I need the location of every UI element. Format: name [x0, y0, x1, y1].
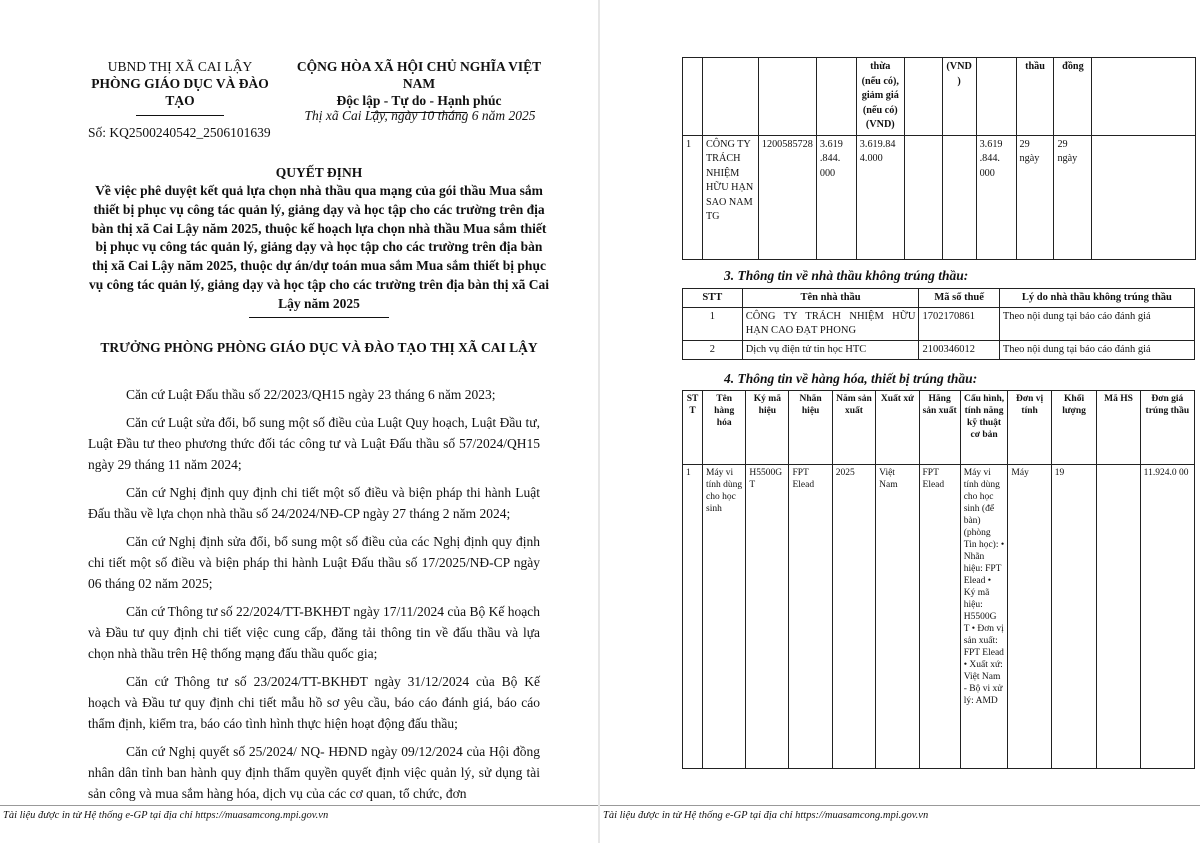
- table-header-row: [683, 58, 1196, 136]
- cell-contract-time: 29 ngày: [1054, 135, 1092, 259]
- basis-paragraph: Căn cứ Nghị định quy định chi tiết một số điều và biện pháp thi hành Luật Đấu thầu về lựa chọn nhà thầu số 24/2024/NĐ-CP ngày 27 tháng 2 năm 2024;: [88, 484, 540, 522]
- document-title: QUYẾT ĐỊNH: [275, 165, 363, 180]
- document-subtitle: [88, 182, 550, 318]
- header-cell: Cấu hình, tính năng kỹ thuật cơ bản: [960, 391, 1008, 465]
- header-cell: Lý do nhà thầu không trúng thầu: [999, 289, 1194, 308]
- winning-bidder-table: [682, 57, 1196, 260]
- header-cell: Tên nhà thầu: [742, 289, 919, 308]
- cell-unit-price: 11.924.0 00: [1140, 465, 1194, 769]
- section-3-title: 3. Thông tin về nhà thầu không trúng thầu:: [724, 268, 969, 283]
- cell-tax-code: 1200585728: [758, 135, 816, 259]
- table-row: [683, 308, 1195, 341]
- header-cell: Đơn giá trúng thầu: [1140, 391, 1194, 465]
- cell-reason: Theo nội dung tại báo cáo đánh giá: [999, 341, 1194, 360]
- header-cell: đồng: [1054, 58, 1092, 136]
- cell-maker: FPT Elead: [919, 465, 960, 769]
- table-header-row: [683, 391, 1195, 465]
- header-cell: Xuất xứ: [876, 391, 919, 465]
- basis-paragraph: Căn cứ Thông tư số 23/2024/TT-BKHĐT ngày 31/12/2024 của Bộ Kế hoạch và Đầu tư quy định chi tiết mẫu hồ sơ yêu cầu, báo cáo đánh giá, báo cáo thẩm định, kiểm tra, báo cáo tình hình thực hiện hoạt động đấu thầu;: [88, 673, 540, 732]
- place-date: Thị xã Cai Lậy, ngày 10 tháng 6 năm 2025: [304, 108, 536, 123]
- header-cell: Hãng sản xuất: [919, 391, 960, 465]
- header-cell: ST T: [683, 391, 703, 465]
- cell-after-discount: 3.619.84 4.000: [856, 135, 904, 259]
- header-cell: [816, 58, 856, 136]
- national-motto: [288, 58, 550, 113]
- header-cell: thừa (nếu có), giảm giá (nếu có) (VND): [856, 58, 904, 136]
- subtitle-underline: [249, 317, 389, 318]
- cell-empty: [1092, 135, 1196, 259]
- basis-paragraph: Căn cứ Nghị quyết số 25/2024/ NQ- HĐND ngày 09/12/2024 của Hội đồng nhân dân tỉnh ban hành quy định thẩm quyền quyết định việc quản lý, sử dụng tài sản công và mua sắm hàng hóa, dịch vụ của các cơ quan, tổ chức, đơn: [88, 744, 540, 802]
- header-cell: Mã HS: [1097, 391, 1140, 465]
- table-row: [683, 135, 1196, 259]
- header-cell: Mã số thuế: [919, 289, 999, 308]
- cell-bidder-name: Dịch vụ điện tử tin học HTC: [742, 341, 919, 360]
- motto-line-2: Độc lập - Tự do - Hạnh phúc: [336, 93, 502, 108]
- header-cell: [976, 58, 1016, 136]
- cell-quantity: 19: [1051, 465, 1097, 769]
- header-cell: Tên hàng hóa: [703, 391, 746, 465]
- cell-stt: 1: [683, 308, 743, 341]
- agency-line-1: UBND THỊ XÃ CAI LẬY: [107, 59, 253, 74]
- header-cell: [1092, 58, 1196, 136]
- cell-final-price: 3.619 .844. 000: [976, 135, 1016, 259]
- basis-paragraph: Căn cứ Luật sửa đổi, bổ sung một số điều của Luật Quy hoạch, Luật Đầu tư, Luật Đầu tư theo phương thức đối tác công tư và Luật Đấu thầu số 57/2024/QH15 ngày 29 tháng 11 năm 2024;: [88, 414, 540, 473]
- cell-stt: 1: [683, 135, 703, 259]
- cell-config: Máy vi tính dùng cho học sinh (để bàn) (phòng Tin học): • Nhãn hiệu: FPT Elead • Ký mã hiệu: H5500G T • Đơn vị sản xuất: FPT Elead • Xuất xứ: Việt Nam - Bộ vi xử lý: AMD: [960, 465, 1008, 769]
- agency-underline: [136, 115, 224, 116]
- legal-basis: [88, 384, 540, 811]
- cell-tax-code: 2100346012: [919, 341, 999, 360]
- basis-paragraph: Căn cứ Thông tư số 22/2024/TT-BKHĐT ngày 17/11/2024 của Bộ Kế hoạch và Đầu tư quy định chi tiết việc cung cấp, đăng tải thông tin về đấu thầu và lựa chọn nhà thầu trên Hệ thống mạng đấu thầu quốc gia;: [88, 603, 540, 662]
- header-cell: [904, 58, 942, 136]
- header-cell: Khối lượng: [1051, 391, 1097, 465]
- header-cell: Nhãn hiệu: [789, 391, 832, 465]
- cell-bidder-name: CÔNG TY TRÁCH NHIỆM HỮU HẠN CAO ĐẠT PHONG: [742, 308, 919, 341]
- cell-year: 2025: [832, 465, 875, 769]
- header-cell: thầu: [1016, 58, 1054, 136]
- header-cell: STT: [683, 289, 743, 308]
- goods-table: [682, 390, 1195, 769]
- issuing-agency: [80, 58, 280, 116]
- cell-model: H5500G T: [746, 465, 789, 769]
- header-cell: Ký mã hiệu: [746, 391, 789, 465]
- agency-line-2: PHÒNG GIÁO DỤC VÀ ĐÀO TẠO: [91, 76, 269, 108]
- header-cell: [683, 58, 703, 136]
- cell-unit: Máy: [1008, 465, 1051, 769]
- header-cell: [758, 58, 816, 136]
- cell-stt: 2: [683, 341, 743, 360]
- left-page: [0, 0, 598, 843]
- authority-heading: TRƯỞNG PHÒNG PHÒNG GIÁO DỤC VÀ ĐÀO TẠO THỊ XÃ CAI LẬY: [100, 340, 538, 355]
- header-cell: [702, 58, 758, 136]
- table-header-row: [683, 289, 1195, 308]
- cell-hs-code: [1097, 465, 1140, 769]
- losing-bidders-table: [682, 288, 1195, 360]
- cell-reason: Theo nội dung tại báo cáo đánh giá: [999, 308, 1194, 341]
- cell-bidder-name: CÔNG TY TRÁCH NHIỆM HỮU HẠN SAO NAM TG: [702, 135, 758, 259]
- cell-bid-price: 3.619 .844. 000: [816, 135, 856, 259]
- cell-empty: [904, 135, 942, 259]
- cell-validity: 29 ngày: [1016, 135, 1054, 259]
- table-row: [683, 465, 1195, 769]
- header-cell: Đơn vị tính: [1008, 391, 1051, 465]
- cell-stt: 1: [683, 465, 703, 769]
- subtitle-text: Về việc phê duyệt kết quả lựa chọn nhà thầu qua mạng của gói thầu Mua sắm thiết bị phục vụ công tác quản lý, giảng dạy và học tập cho các trường trên địa bàn thị xã Cai Lậy năm 2025, thuộc kế hoạch lựa chọn nhà thầu Mua sắm thiết bị phục vụ công tác quản lý, giảng dạy và học tập cho các trường trên địa bàn thị xã Cai Lậy năm 2025, thuộc dự án/dự toán mua sắm Mua sắm thiết bị phục vụ công tác quản lý, giảng dạy và học tập cho các trường trên địa bàn thị xã Cai Lậy năm 2025: [89, 183, 549, 311]
- basis-paragraph: Căn cứ Nghị định sửa đổi, bổ sung một số điều của các Nghị định quy định chi tiết một số điều và biện pháp thi hành Luật Đấu thầu số 17/2025/NĐ-CP ngày 06 tháng 02 năm 2025;: [88, 533, 540, 592]
- page-footer: Tài liệu được in từ Hệ thống e-GP tại địa chỉ https://muasamcong.mpi.gov.vn: [0, 805, 598, 821]
- cell-brand: FPT Elead: [789, 465, 832, 769]
- header-cell: Năm sản xuất: [832, 391, 875, 465]
- cell-empty: [942, 135, 976, 259]
- header-cell: (VND ): [942, 58, 976, 136]
- right-page: [600, 0, 1200, 843]
- cell-origin: Việt Nam: [876, 465, 919, 769]
- cell-goods-name: Máy vi tính dùng cho học sinh: [703, 465, 746, 769]
- basis-paragraph: Căn cứ Luật Đấu thầu số 22/2023/QH15 ngày 23 tháng 6 năm 2023;: [126, 387, 496, 402]
- motto-line-1: CỘNG HÒA XÃ HỘI CHỦ NGHĨA VIỆT NAM: [296, 59, 542, 91]
- document-number: Số: KQ2500240542_2506101639: [88, 125, 271, 140]
- cell-tax-code: 1702170861: [919, 308, 999, 341]
- page-footer: Tài liệu được in từ Hệ thống e-GP tại địa chỉ https://muasamcong.mpi.gov.vn: [600, 805, 1200, 821]
- table-row: [683, 341, 1195, 360]
- section-4-title: 4. Thông tin về hàng hóa, thiết bị trúng thầu:: [724, 371, 978, 386]
